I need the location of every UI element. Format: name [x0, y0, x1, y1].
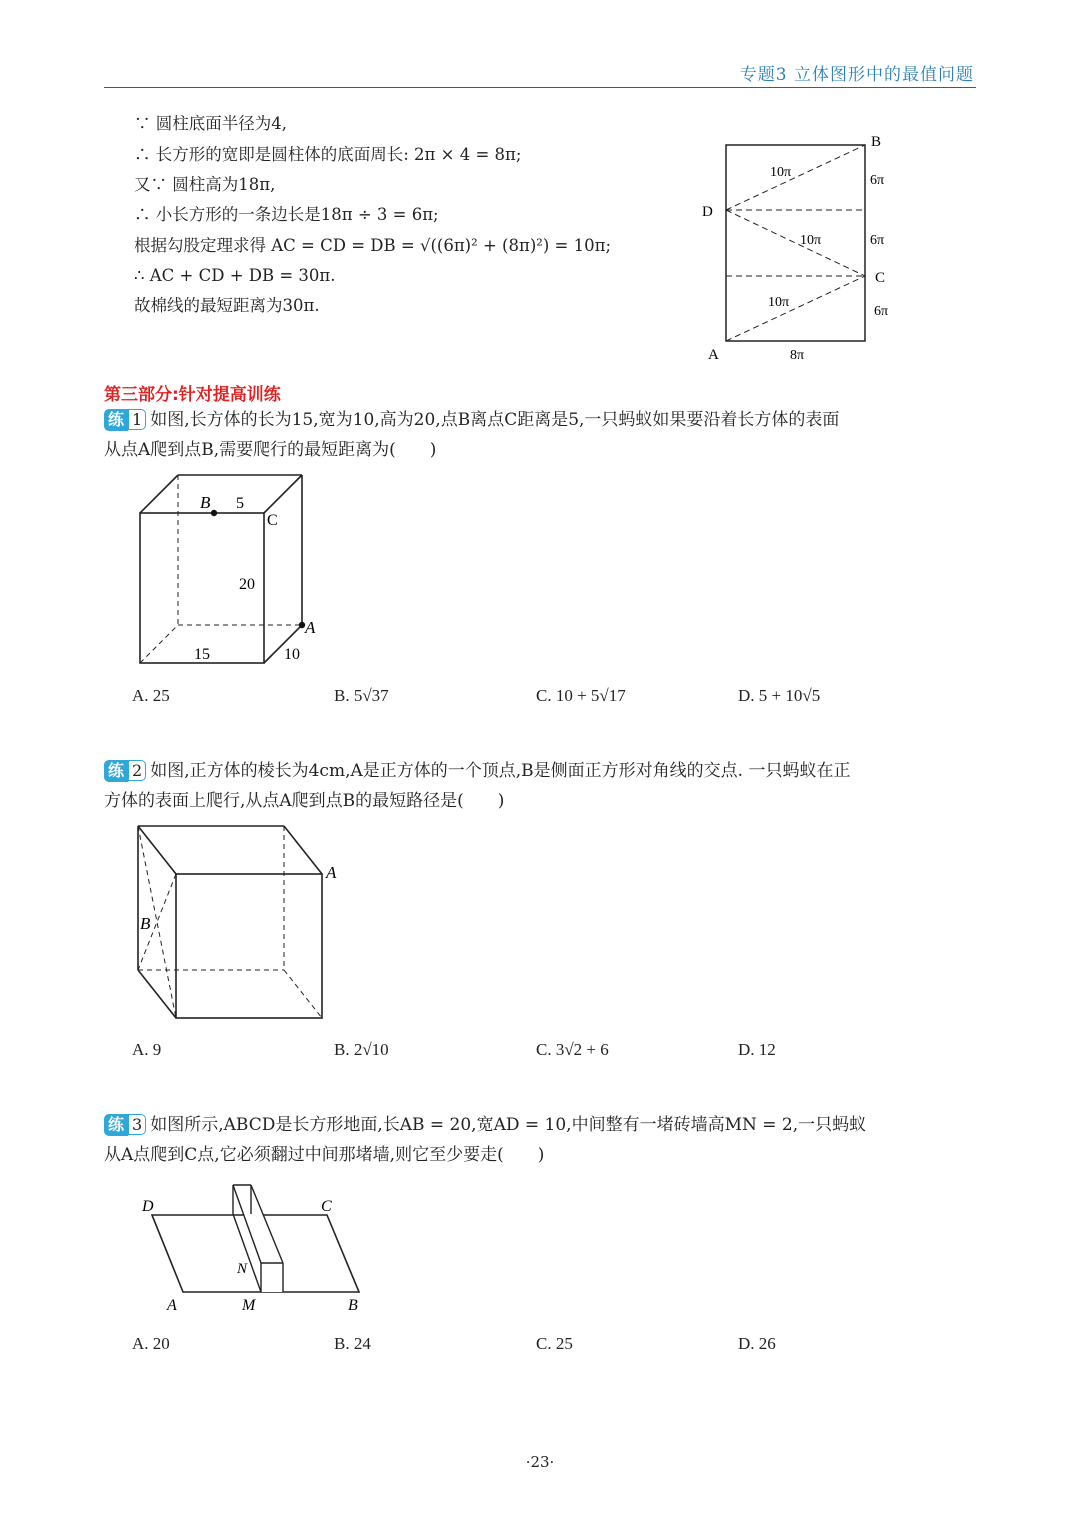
figure-cuboid	[125, 465, 335, 675]
label-10pi-top: 10π	[770, 165, 792, 180]
section-title: 第三部分:针对提高训练	[104, 385, 281, 405]
q1-option-c[interactable]: C. 10 + 5√17	[536, 686, 626, 705]
label-8pi: 8π	[790, 348, 805, 363]
q2-option-d[interactable]: D. 12	[738, 1040, 776, 1059]
label-B: B	[140, 914, 151, 933]
figure-wall	[130, 1180, 380, 1315]
label-10: 10	[284, 646, 300, 663]
path-segment-AC	[726, 276, 865, 341]
label-C: C	[267, 512, 278, 529]
q3-option-a[interactable]: A. 20	[132, 1334, 170, 1353]
q2-option-a[interactable]: A. 9	[132, 1040, 162, 1059]
label-10pi-mid: 10π	[800, 233, 822, 248]
figure-unfolded-rectangle	[690, 130, 910, 370]
point-B	[211, 510, 217, 516]
solution-line-2: ∴ 长方形的宽即是圆柱体的底面周长: 2π × 4 = 8π;	[134, 145, 522, 164]
label-B: B	[871, 134, 882, 150]
label-A: A	[167, 1297, 177, 1314]
question-tag: 练 3	[104, 1110, 146, 1140]
label-C: C	[321, 1198, 332, 1215]
label-N: N	[237, 1261, 248, 1277]
label-A: A	[305, 618, 316, 637]
label-A: A	[326, 863, 337, 882]
header-title: 专题3 立体图形中的最值问题	[739, 65, 974, 85]
question-2	[104, 756, 980, 816]
rectangle-outline	[726, 145, 865, 341]
label-15: 15	[194, 646, 210, 663]
label-20: 20	[239, 576, 255, 593]
q1-option-b[interactable]: B. 5√37	[334, 686, 389, 705]
q1-option-d[interactable]: D. 5 + 10√5	[738, 686, 821, 705]
question-1	[104, 405, 980, 465]
q1-option-a[interactable]: A. 25	[132, 686, 170, 705]
solution-line-5: 根据勾股定理求得 AC = CD = DB = √((6π)² + (8π)²) = 10π;	[134, 236, 612, 255]
header-divider	[104, 87, 976, 88]
question-tag: 练 1	[104, 405, 146, 435]
q3-option-b[interactable]: B. 24	[334, 1334, 371, 1353]
solution-line-1: ∵ 圆柱底面半径为4,	[134, 114, 287, 133]
solution-line-4: ∴ 小长方形的一条边长是18π ÷ 3 = 6π;	[134, 205, 439, 224]
question-2-text-line2: 方体的表面上爬行,从点A爬到点B的最短路径是( )	[104, 791, 505, 811]
label-D: D	[702, 204, 713, 220]
question-3-text-line2: 从A点爬到C点,它必须翻过中间那堵墙,则它至少要走( )	[104, 1145, 545, 1165]
path-segment-DC	[726, 210, 865, 276]
q3-option-c[interactable]: C. 25	[536, 1334, 573, 1353]
question-3	[104, 1110, 980, 1170]
label-5: 5	[236, 495, 244, 512]
question-2-text-line1: 如图,正方体的棱长为4cm,A是正方体的一个顶点,B是侧面正方形对角线的交点. 一只蚂蚁在正	[150, 761, 851, 781]
label-D: D	[142, 1198, 154, 1215]
figure-cube	[125, 815, 355, 1030]
path-segment-DB	[726, 145, 865, 210]
label-6pi-top: 6π	[870, 173, 885, 188]
q3-option-d[interactable]: D. 26	[738, 1334, 776, 1353]
question-1-text-line1: 如图,长方体的长为15,宽为10,高为20,点B离点C距离是5,一只蚂蚁如果要沿着长方体的表面	[150, 410, 840, 430]
question-tag: 练 2	[104, 756, 146, 786]
label-C: C	[875, 270, 886, 286]
solution-line-6: ∴ AC + CD + DB = 30π.	[134, 266, 336, 285]
solution-line-7: 故棉线的最短距离为30π.	[134, 296, 320, 315]
label-B: B	[200, 493, 211, 512]
page-number: ·23·	[525, 1453, 555, 1471]
question-3-text-line1: 如图所示,ABCD是长方形地面,长AB = 20,宽AD = 10,中间整有一堵砖墙高MN = 2,一只蚂蚁	[150, 1115, 867, 1135]
solution-line-3: 又∵ 圆柱高为18π,	[134, 175, 276, 194]
label-B: B	[348, 1297, 358, 1314]
label-10pi-bottom: 10π	[768, 295, 790, 310]
q2-option-c[interactable]: C. 3√2 + 6	[536, 1040, 609, 1059]
label-6pi-mid: 6π	[870, 233, 885, 248]
q2-option-b[interactable]: B. 2√10	[334, 1040, 389, 1059]
label-M: M	[242, 1297, 256, 1314]
question-1-text-line2: 从点A爬到点B,需要爬行的最短距离为( )	[104, 440, 437, 460]
label-A: A	[708, 347, 719, 363]
label-6pi-bottom: 6π	[874, 304, 889, 319]
